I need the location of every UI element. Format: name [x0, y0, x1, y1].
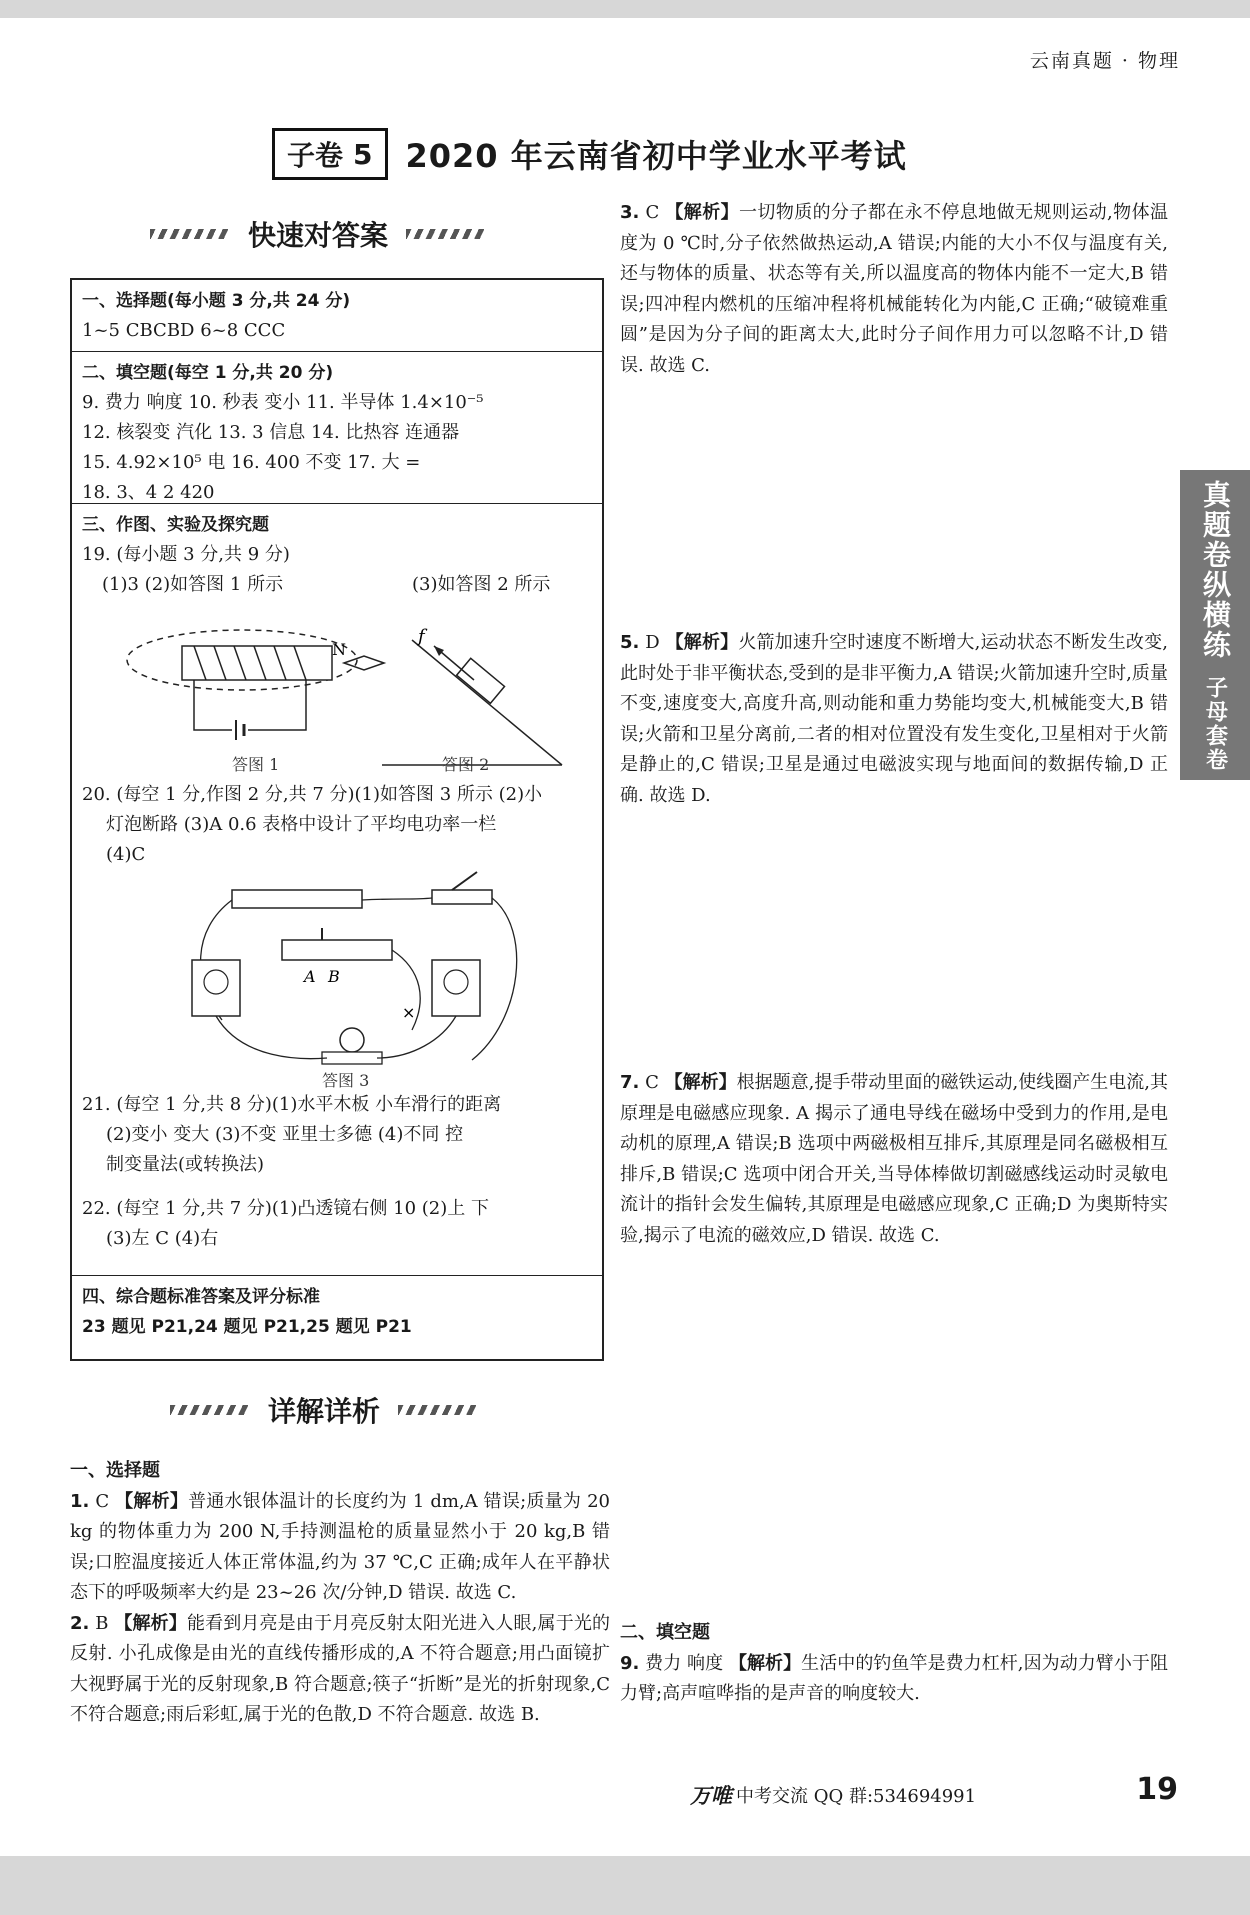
detail-title: 详解详析: [268, 1395, 381, 1428]
right-detail-column-4: [620, 1612, 1168, 1710]
dash-decoration-icon: [398, 1405, 478, 1415]
answer-letter: 费力 响度: [645, 1652, 724, 1674]
question-number: 2.: [70, 1612, 90, 1634]
battery-pack-icon: [232, 890, 362, 908]
detail-q2: [70, 1609, 610, 1731]
question-number: 9.: [620, 1652, 640, 1674]
page-number: 19: [1136, 1772, 1178, 1807]
answer-letter: C: [645, 1072, 659, 1093]
terminal-label-b: B: [328, 967, 340, 986]
answer-line: (4)C: [106, 844, 146, 865]
answer-line: 23 题见 P21,24 题见 P21,25 题见 P21: [82, 1317, 412, 1337]
answer-line: 1~5 CBCBD 6~8 CCC: [82, 320, 286, 341]
answer-line: [82, 570, 592, 600]
answer-part: (3)如答图 2 所示: [412, 574, 551, 595]
quick-answer-box: [70, 278, 604, 1361]
detail-q5: [620, 628, 1168, 811]
figure-caption: 答图 1: [232, 755, 280, 774]
answer-section-2: [72, 352, 602, 504]
question-number: 5.: [620, 632, 640, 653]
analysis-text: 生活中的钓鱼竿是费力杠杆,因为动力臂小于阻力臂;高声喧哗指的是声音的响度较大.: [620, 1652, 1168, 1704]
figure-3: [82, 870, 592, 1090]
figure-caption: 答图 2: [442, 755, 490, 774]
answer-line: (2)变小 变大 (3)不变 亚里士多德 (4)不同 控: [106, 1124, 464, 1145]
answer-section-4: [72, 1276, 602, 1355]
top-strip: [0, 0, 1250, 18]
detail-heading: [170, 1390, 478, 1430]
analysis-tag: 【解析】: [665, 202, 740, 223]
brand-logo: 万唯: [690, 1784, 732, 1808]
figure-caption: 答图 3: [322, 1071, 370, 1090]
compass-needle-icon: [344, 656, 384, 670]
circuit-wire: [248, 680, 306, 730]
analysis-text: 火箭加速升空时速度不断增大,运动状态不断发生改变,此时处于非平衡状态,受到的是非平衡力,A 错误;火箭加速升空时,质量不变,速度变大,高度升高,则动能和重力势能均变大,机械能变大,B 错误;火箭和卫星分离前,二者的相对位置没有发生变化,卫星相对于火箭是静止的,C 错误;卫星是通过电磁波实现与地面间的数据传输,D 正确. 故选 D.: [620, 632, 1168, 806]
analysis-tag: 【解析】: [115, 1490, 189, 1512]
answer-line: 21. (每空 1 分,共 8 分)(1)水平木板 小车滑行的距离: [82, 1094, 502, 1115]
answer-line: 19. (每小题 3 分,共 9 分): [82, 544, 290, 565]
side-tab: [1180, 470, 1250, 780]
sub-paper-tag: [272, 128, 388, 180]
answer-line: 20. (每空 1 分,作图 2 分,共 7 分)(1)如答图 3 所示 (2)小: [82, 784, 543, 805]
switch-icon: [432, 890, 492, 904]
section-heading: 二、填空题(每空 1 分,共 20 分): [82, 363, 334, 383]
wire: [362, 898, 432, 900]
dash-decoration-icon: [406, 229, 486, 239]
wire: [216, 1016, 327, 1059]
running-header: 云南真题 · 物理: [1029, 50, 1180, 72]
detail-section-heading: 一、选择题: [70, 1460, 160, 1481]
right-detail-column-3: [620, 1068, 1168, 1251]
answer-figures-svg: [82, 600, 592, 780]
voltmeter-icon: [192, 960, 240, 1016]
answer-section-3: [72, 504, 602, 1276]
answer-line: 9. 费力 响度 10. 秒表 变小 11. 半导体 1.4×10⁻⁵: [82, 392, 484, 413]
wire: [377, 1016, 456, 1058]
sub-paper-label: 子卷: [287, 139, 344, 172]
answer-line: 22. (每空 1 分,共 7 分)(1)凸透镜右侧 10 (2)上 下: [82, 1198, 489, 1219]
answer-part: (1)3 (2)如答图 1 所示: [102, 574, 284, 595]
answer-letter: D: [645, 632, 660, 653]
quick-answer-title: 快速对答案: [248, 219, 389, 252]
footer-text: 中考交流 QQ 群:534694991: [736, 1786, 977, 1807]
section-heading: 一、选择题(每小题 3 分,共 24 分): [82, 291, 351, 311]
dash-decoration-icon: [150, 229, 230, 239]
detail-section-heading: 二、填空题: [620, 1622, 710, 1643]
detail-q9: [620, 1649, 1168, 1710]
figures-1-2: [82, 600, 592, 780]
answer-line: 15. 4.92×10⁵ 电 16. 400 不变 17. 大 =: [82, 452, 421, 473]
arrow-head-icon: [434, 646, 444, 656]
terminal-label-a: A: [304, 967, 316, 986]
pole-label-n: N: [332, 640, 346, 659]
side-tab-sub: 子母套卷: [1202, 676, 1228, 772]
analysis-text: 一切物质的分子都在永不停息地做无规则运动,物体温度为 0 ℃时,分子依然做热运动,A 错误;内能的大小不仅与温度有关,还与物体的质量、状态等有关,所以温度高的物体内能不一定大,B 错误;四冲程内燃机的压缩冲程将机械能转化为内能,C 正确;“破镜难重圆”是因为分子间的距离太大,此时分子间作用力可以忽略不计,D 错误. 故选 C.: [620, 202, 1168, 376]
ammeter-icon: [432, 960, 480, 1016]
footer: [690, 1780, 976, 1810]
analysis-text: 普通水银体温计的长度约为 1 dm,A 错误;质量为 20 kg 的物体重力为 200 N,手持测温枪的质量显然小于 20 kg,B 错误;口腔温度接近人体正常体温,约为 37 ℃,C 正确;成年人在平静状态下的呼吸频率大约是 23~26 次/分钟,D 错误. 故选 C.: [70, 1490, 610, 1603]
answer-line: 18. 3、4 2 420: [82, 482, 215, 503]
bottom-strip: [0, 1856, 1250, 1915]
sub-paper-number: 5: [353, 137, 373, 171]
answer-line: 制变量法(或转换法): [106, 1154, 265, 1175]
answer-letter: B: [95, 1612, 109, 1634]
section-heading: 四、综合题标准答案及评分标准: [82, 1287, 320, 1307]
incline-surface: [412, 640, 562, 765]
bulb-icon: [340, 1028, 364, 1052]
answer-section-1: [72, 280, 602, 352]
section-heading: 三、作图、实验及探究题: [82, 515, 269, 535]
answer-letter: C: [95, 1490, 110, 1512]
analysis-text: 根据题意,提手带动里面的磁铁运动,使线圈产生电流,其原理是电磁感应现象. A 揭示了通电导线在磁场中受到力的作用,是电动机的原理,A 错误;B 选项中两磁极相互排斥,其原理是同名磁极相互排斥,B 错误;C 选项中闭合开关,当导体棒做切割磁感线运动时灵敏电流计的指针会发生偏转,其原理是电磁感应现象,C 正确;D 为奥斯特实验,揭示了电流的磁效应,D 错误. 故选 C.: [620, 1072, 1168, 1246]
analysis-tag: 【解析】: [665, 632, 739, 653]
detail-q7: [620, 1068, 1168, 1251]
switch-lever: [452, 872, 477, 890]
detail-q3: [620, 198, 1168, 381]
side-tab-main: 真题卷纵横练: [1199, 480, 1232, 660]
answer-line: 12. 核裂变 汽化 13. 3 信息 14. 比热容 连通器: [82, 422, 460, 443]
left-detail-column: [70, 1450, 610, 1731]
exam-title: 2020 年云南省初中学业水平考试: [405, 137, 907, 175]
circuit-figure-svg: [82, 870, 592, 1090]
question-number: 7.: [620, 1072, 640, 1093]
quick-answer-heading: [150, 214, 486, 254]
detail-q1: [70, 1487, 610, 1609]
analysis-text: 能看到月亮是由于月亮反射太阳光进入人眼,属于光的反射. 小孔成像是由光的直线传播形成的,A 不符合题意;用凸面镜扩大视野属于光的反射现象,B 符合题意;筷子“折断”是光的折射现象,C 不符合题意;雨后彩虹,属于光的色散,D 不符合题意. 故选 B.: [70, 1612, 610, 1725]
page-title: [272, 128, 907, 180]
right-detail-column: [620, 198, 1168, 381]
answer-line: (3)左 C (4)右: [106, 1228, 219, 1249]
dash-decoration-icon: [170, 1405, 250, 1415]
question-number: 1.: [70, 1490, 90, 1512]
answer-letter: C: [645, 202, 660, 223]
answer-line: 灯泡断路 (3)A 0.6 表格中设计了平均电功率一栏: [106, 814, 497, 835]
analysis-tag: 【解析】: [664, 1072, 737, 1093]
analysis-tag: 【解析】: [114, 1612, 187, 1634]
analysis-tag: 【解析】: [728, 1652, 802, 1674]
force-label-f: f: [418, 626, 425, 647]
rheostat-icon: [282, 940, 392, 960]
right-detail-column-2: [620, 628, 1168, 811]
question-number: 3.: [620, 202, 640, 223]
cross-mark-icon: ×: [402, 1003, 416, 1022]
